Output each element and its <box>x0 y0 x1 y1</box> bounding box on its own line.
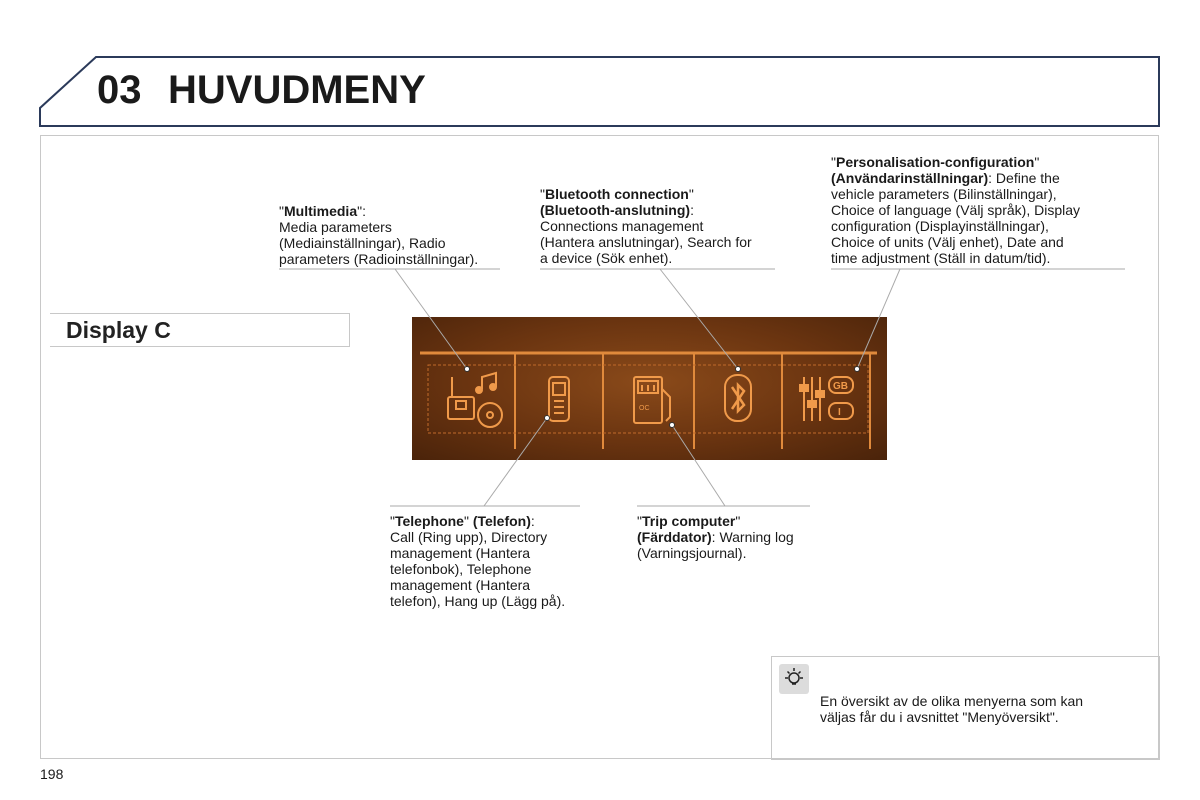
callout-line: Connections management <box>540 218 704 234</box>
callout-line: Call (Ring upp), Directory <box>390 529 548 545</box>
settings-sliders-icon[interactable] <box>800 377 853 421</box>
callout-line: telefon), Hang up (Lägg på). <box>390 593 566 609</box>
callout-line: management (Hantera <box>390 545 531 561</box>
telephone-icon[interactable] <box>549 377 569 421</box>
callout-line: parameters (Radioinställningar). <box>279 251 479 267</box>
callout-line: : Warning log <box>711 529 794 545</box>
chapter-title: HUVUDMENY <box>168 68 426 112</box>
lightbulb-icon <box>779 664 809 694</box>
callout-subtitle: (Färddator) <box>637 529 712 545</box>
chapter-number: 03 <box>97 68 142 112</box>
callout-subtitle: (Bluetooth-anslutning) <box>540 202 691 218</box>
callout-bluetooth: "Bluetooth connection" (Bluetooth-anslutning): Connections management (Hantera anslutningar), Search for a device (Sök enhet). <box>540 186 752 266</box>
tip-line: En översikt av de olika menyerna som kan <box>820 693 1084 709</box>
screen-menu-graphic <box>412 317 887 460</box>
callout-title: Multimedia <box>283 203 358 219</box>
tip-line: väljas får du i avsnittet "Menyöversikt". <box>820 709 1059 725</box>
callout-personalisation: "Personalisation-configuration" (Användarinställningar): Define the vehicle parameters (Bilinställningar), Choice of language (Välj språk), Display configuration (Displayinställningar), Choice of units (Välj enhet), Date and time adjustment (Ställ in datum/tid). <box>831 154 1081 266</box>
callout-line: vehicle parameters (Bilinställningar), <box>831 186 1057 202</box>
callout-line: telefonbok), Telephone <box>390 561 532 577</box>
tip-text <box>820 693 1083 725</box>
callout-line: management (Hantera <box>390 577 531 593</box>
callout-line: Choice of language (Välj språk), Display <box>831 202 1081 218</box>
language-badge-top: GB <box>833 381 848 392</box>
callout-title: Bluetooth connection <box>544 186 689 202</box>
multimedia-icon[interactable] <box>448 373 502 427</box>
callout-line: time adjustment (Ställ in datum/tid). <box>831 250 1051 266</box>
callout-line: : Define the <box>988 170 1060 186</box>
callout-multimedia: "Multimedia": Media parameters (Mediainställningar), Radio parameters (Radioinställningar). <box>279 203 479 267</box>
fuel-label: OC <box>639 405 650 412</box>
bluetooth-icon[interactable] <box>725 375 751 421</box>
callout-title: Personalisation-configuration <box>835 154 1035 170</box>
callout-line: (Mediainställningar), Radio <box>279 235 446 251</box>
callout-line: Choice of units (Välj enhet), Date and <box>831 234 1064 250</box>
callout-subtitle: (Användarinställningar) <box>831 170 989 186</box>
display-c-screen <box>412 317 887 460</box>
callout-trip-computer: "Trip computer" (Färddator): Warning log (Varningsjournal). <box>637 513 794 561</box>
callout-line: (Hantera anslutningar), Search for <box>540 234 752 250</box>
callout-title: Trip computer <box>641 513 736 529</box>
callout-telephone: "Telephone" (Telefon): Call (Ring upp), Directory management (Hantera telefonbok), Telephone management (Hantera telefon), Hang up (Lägg på). <box>390 513 566 609</box>
callout-line: Media parameters <box>279 219 392 235</box>
language-badge-bottom: I <box>838 407 841 418</box>
fuel-pump-icon[interactable] <box>634 377 670 423</box>
page-number: 198 <box>40 766 64 782</box>
callout-line: (Varningsjournal). <box>637 545 747 561</box>
callout-subtitle: (Telefon) <box>472 513 531 529</box>
callout-line: configuration (Displayinställningar), <box>831 218 1049 234</box>
callout-line: a device (Sök enhet). <box>540 250 673 266</box>
callout-title: Telephone <box>394 513 464 529</box>
section-title: Display C <box>66 317 171 343</box>
